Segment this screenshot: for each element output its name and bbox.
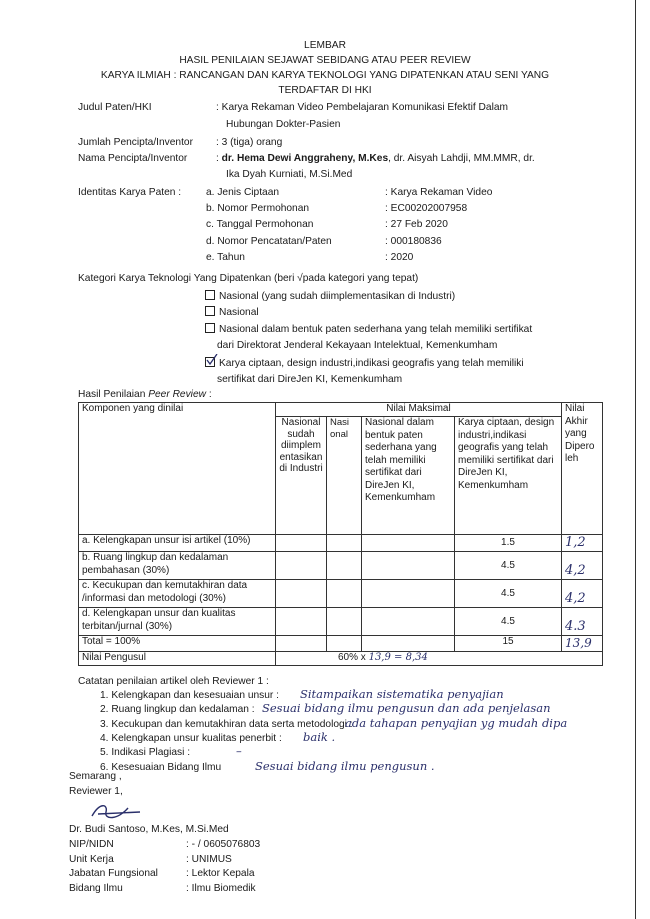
kategori-option-text-2: sertifikat dari DireJen KI, Kemenkumham <box>217 374 403 385</box>
identitas-item-label: c. Tanggal Permohonan <box>206 219 314 231</box>
jumlah-value: : 3 (tiga) orang <box>216 137 283 148</box>
catatan-item-handwriting: baik . <box>303 729 336 744</box>
nama-bold: dr. Hema Dewi Anggraheny, M.Kes <box>221 153 389 164</box>
row-akhir: 4,2 <box>562 580 603 608</box>
footer-field-value: : Lektor Kepala <box>186 868 255 879</box>
h-col-nasional: Nasi onal <box>327 417 362 535</box>
total-akhir: 13,9 <box>562 636 603 652</box>
footer-field-label: Unit Kerja <box>69 853 114 865</box>
row-label: c. Kecukupan dan kemutakhiran data /informasi dan metodologi (30%) <box>79 580 276 608</box>
footer-field-value: : Ilmu Biomedik <box>186 882 256 894</box>
empty-cell <box>362 552 455 580</box>
empty-cell <box>362 580 455 608</box>
catatan-item-label: 1. Kelengkapan dan kesesuaian unsur : <box>100 690 279 701</box>
doc-title: LEMBAR <box>304 40 346 51</box>
identitas-item-value: : 2020 <box>385 251 414 263</box>
identitas-label: Identitas Karya Paten : <box>78 187 182 198</box>
footer-field-value: : - / 0605076803 <box>186 839 261 850</box>
row-akhir: 1,2 <box>562 535 603 552</box>
catatan-item-handwriting: – <box>236 744 242 759</box>
row-max: 1.5 <box>455 535 562 552</box>
identitas-item-value: : 27 Feb 2020 <box>385 219 448 231</box>
catatan-item-handwriting: Sesuai bidang ilmu pengusun dan ada penjelasan <box>262 701 551 716</box>
row-max: 4.5 <box>455 552 562 580</box>
empty-cell <box>276 608 327 636</box>
checkbox-checked-icon <box>205 357 215 367</box>
nama-value: : dr. Hema Dewi Anggraheny, M.Kes, dr. Aisyah Lahdji, MM.MMR, dr. <box>216 153 535 164</box>
footer-field-label: NIP/NIDN <box>69 839 114 850</box>
pengusul-hand: 13,9 = 8,34 <box>368 652 428 664</box>
doc-subtitle-2: KARYA ILMIAH : RANCANGAN DAN KARYA TEKNOLOGI YANG DIPATENKAN ATAU SENI YANG <box>100 70 550 81</box>
footer-city: Semarang , <box>69 771 122 782</box>
h-col-karya: Karya ciptaan, design industri,indikasi geografis yang telah memiliki sertifikat dari DireJen KI, Kemenkumham <box>455 417 562 535</box>
nama-rest: , dr. Aisyah Lahdji, MM.MMR, dr. <box>388 153 535 164</box>
doc-subtitle: HASIL PENILAIAN SEJAWAT SEBIDANG ATAU PEER REVIEW <box>179 55 471 66</box>
kategori-option-text: Nasional dalam bentuk paten sederhana yang telah memiliki sertifikat <box>219 324 533 335</box>
kategori-option <box>205 323 532 337</box>
kategori-option-text: Karya ciptaan, design industri,indikasi geografis yang telah memiliki <box>219 358 524 369</box>
checkbox-icon <box>205 306 215 316</box>
total-max: 15 <box>455 636 562 652</box>
catatan-item-handwriting: Sitampaikan sistematika penyajian <box>300 687 504 701</box>
kategori-option <box>205 290 455 304</box>
pengusul-value <box>276 652 603 666</box>
catatan-item-label: 6. Kesesuaian Bidang Ilmu <box>100 761 222 773</box>
row-label: a. Kelengkapan unsur isi artikel (10%) <box>79 535 276 552</box>
pengusul-label: Nilai Pengusul <box>79 652 276 666</box>
catatan-item-label: 2. Ruang lingkup dan kedalaman : <box>100 704 255 716</box>
empty-cell <box>362 608 455 636</box>
row-akhir: 4,2 <box>562 552 603 580</box>
catatan-item-handwriting: Sesuai bidang ilmu pengusun . <box>255 758 435 773</box>
row-label: d. Kelengkapan unsur dan kualitas terbitan/jurnal (30%) <box>79 608 276 636</box>
kategori-option-text: Nasional (yang sudah diimplementasikan di Industri) <box>219 291 456 302</box>
total-label: Total = 100% <box>79 636 276 652</box>
signature-image <box>88 800 148 822</box>
empty-cell <box>327 535 362 552</box>
pengusul-formula: 60% x <box>338 652 366 664</box>
row-akhir: 4.3 <box>562 608 603 636</box>
identitas-item-label: d. Nomor Pencatatan/Paten <box>206 235 332 247</box>
h-col-paten: Nasional dalam bentuk paten sederhana yang telah memiliki sertifikat dari DireJen KI, Kemenkumham <box>362 417 455 535</box>
doc-subtitle-3: TERDAFTAR DI HKI <box>278 85 372 96</box>
catatan-item-handwriting: ada tahapan penyajian yg mudah dipa <box>345 715 568 730</box>
catatan-item-label: 3. Kecukupan dan kemutakhiran data serta metodologi : <box>100 718 353 730</box>
h-nilai-akhir: Nilai Akhir yang Dipero leh <box>562 403 603 535</box>
kategori-option <box>205 306 259 320</box>
empty-cell <box>276 580 327 608</box>
identitas-item-label: a. Jenis Ciptaan <box>206 187 280 198</box>
row-label: b. Ruang lingkup dan kedalaman pembahasan (30%) <box>79 552 276 580</box>
table-row <box>79 552 603 580</box>
empty-cell <box>362 535 455 552</box>
empty-cell <box>276 552 327 580</box>
kategori-option-text: Nasional <box>219 307 259 318</box>
h-nilai-maks: Nilai Maksimal <box>276 403 562 417</box>
kategori-option <box>205 357 524 371</box>
table-row <box>79 580 603 608</box>
footer-name: Dr. Budi Santoso, M.Kes, M.Si.Med <box>69 824 229 835</box>
judul-label: Judul Paten/HKI <box>78 102 152 113</box>
empty-cell <box>327 580 362 608</box>
jumlah-label: Jumlah Pencipta/Inventor <box>78 137 193 148</box>
hasil-label: Hasil Penilaian Peer Review : <box>78 389 212 400</box>
kategori-option-text-2: dari Direktorat Jenderal Kekayaan Intelektual, Kemenkumham <box>217 340 498 351</box>
nama-label: Nama Pencipta/Inventor <box>78 153 188 164</box>
identitas-item-label: b. Nomor Permohonan <box>206 203 310 215</box>
table-row <box>79 535 603 552</box>
catatan-title: Catatan penilaian artikel oleh Reviewer 1 : <box>78 676 269 687</box>
empty-cell <box>276 535 327 552</box>
catatan-item-label: 5. Indikasi Plagiasi : <box>100 747 191 759</box>
row-max: 4.5 <box>455 608 562 636</box>
page-edge-line <box>635 0 636 919</box>
table-row <box>79 608 603 636</box>
checkbox-icon <box>205 323 215 333</box>
judul-value-2: Hubungan Dokter-Pasien <box>226 119 341 130</box>
row-max: 4.5 <box>455 580 562 608</box>
kategori-label: Kategori Karya Teknologi Yang Dipatenkan (beri √pada kategori yang tepat) <box>78 273 419 284</box>
checkbox-icon <box>205 290 215 300</box>
identitas-item-value: : EC00202007958 <box>385 203 468 215</box>
footer-field-label: Jabatan Fungsional <box>69 868 158 879</box>
empty-cell <box>327 608 362 636</box>
footer-reviewer: Reviewer 1, <box>69 786 123 797</box>
identitas-item-value: : 000180836 <box>385 235 442 247</box>
catatan-item-label: 4. Kelengkapan unsur kualitas penerbit : <box>100 732 282 744</box>
h-komponen: Komponen yang dinilai <box>79 403 276 535</box>
nama-value-2: Ika Dyah Kurniati, M.Si.Med <box>226 169 353 180</box>
judul-value: : Karya Rekaman Video Pembelajaran Komunikasi Efektif Dalam <box>216 102 508 113</box>
footer-field-value: : UNIMUS <box>186 853 232 865</box>
identitas-item-label: e. Tahun <box>206 251 245 263</box>
identitas-item-value: : Karya Rekaman Video <box>385 187 493 198</box>
h-col-industri: Nasional sudah diimplem entasikan di Industri <box>276 417 327 535</box>
empty-cell <box>327 552 362 580</box>
footer-field-label: Bidang Ilmu <box>69 882 123 894</box>
nilai-table <box>78 402 603 666</box>
